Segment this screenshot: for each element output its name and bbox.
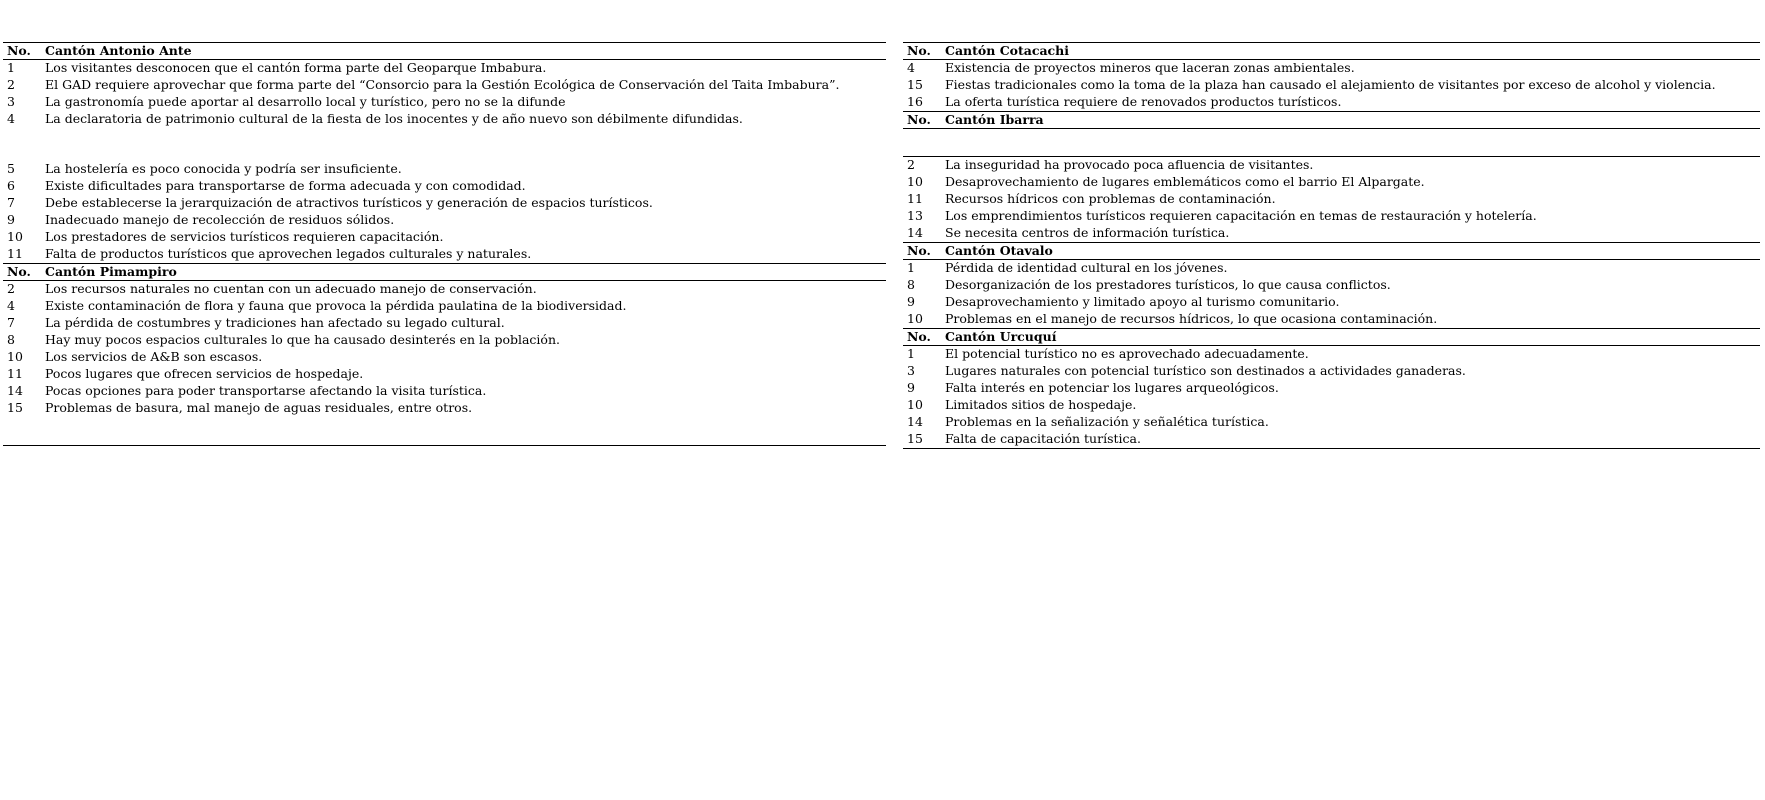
table-row — [3, 366, 886, 383]
table-row — [903, 60, 1760, 78]
row-number: 16 — [907, 94, 923, 109]
row-text: Existe contaminación de flora y fauna que provoca la pérdida paulatina de la biodiversidad. — [45, 298, 627, 313]
row-text: Los emprendimientos turísticos requieren capacitación en temas de restauración y hotelería. — [945, 208, 1537, 223]
row-spacer — [903, 129, 1760, 157]
right-table — [903, 42, 1760, 449]
column-header-no: No. — [903, 43, 945, 60]
row-text: Lugares naturales con potencial turístico son destinados a actividades ganaderas. — [945, 363, 1466, 378]
row-number: 1 — [7, 60, 15, 75]
row-number: 11 — [907, 191, 923, 206]
table-row — [903, 157, 1760, 175]
table-row — [3, 111, 886, 128]
table-row — [3, 298, 886, 315]
section-header-antonio-ante — [3, 43, 886, 60]
row-text: Hay muy pocos espacios culturales lo que ha causado desinterés en la población. — [45, 332, 560, 347]
row-number: 6 — [7, 178, 15, 193]
section-title: Cantón Cotacachi — [945, 43, 1760, 60]
table-row — [903, 174, 1760, 191]
row-text: Problemas en el manejo de recursos hídricos, lo que ocasiona contaminación. — [945, 311, 1438, 326]
row-number: 10 — [7, 229, 23, 244]
row-number: 2 — [907, 157, 915, 172]
table-row — [3, 332, 886, 349]
section-header-urcuqui — [903, 329, 1760, 346]
row-number: 5 — [7, 161, 15, 176]
table-row — [3, 383, 886, 400]
row-number: 7 — [7, 195, 15, 210]
table-row — [903, 397, 1760, 414]
row-spacer — [3, 128, 886, 161]
column-header-no: No. — [903, 112, 945, 129]
row-number: 11 — [7, 366, 23, 381]
table-row — [903, 77, 1760, 94]
row-text: Se necesita centros de información turística. — [945, 225, 1230, 240]
table-row — [903, 414, 1760, 431]
row-number: 1 — [907, 260, 915, 275]
table-row — [903, 260, 1760, 278]
row-number: 15 — [907, 77, 923, 92]
row-number: 4 — [907, 60, 915, 75]
table-row — [903, 431, 1760, 449]
row-text: La pérdida de costumbres y tradiciones han afectado su legado cultural. — [45, 315, 505, 330]
row-number: 2 — [7, 77, 15, 92]
row-number: 4 — [7, 298, 15, 313]
section-header-pimampiro — [3, 264, 886, 281]
table-row — [903, 277, 1760, 294]
table-row — [903, 225, 1760, 243]
table-row — [3, 229, 886, 246]
row-number: 10 — [7, 349, 23, 364]
table-row — [3, 161, 886, 178]
row-number: 10 — [907, 174, 923, 189]
table-row — [903, 191, 1760, 208]
row-number: 9 — [7, 212, 15, 227]
row-text: Problemas de basura, mal manejo de aguas residuales, entre otros. — [45, 400, 473, 415]
row-number: 10 — [907, 397, 923, 412]
row-number: 14 — [907, 225, 923, 240]
row-text: Los recursos naturales no cuentan con un adecuado manejo de conservación. — [45, 281, 537, 296]
row-text: Desorganización de los prestadores turísticos, lo que causa conflictos. — [945, 277, 1391, 292]
row-number: 3 — [907, 363, 915, 378]
row-text: Los servicios de A&B son escasos. — [45, 349, 263, 364]
row-text: La declaratoria de patrimonio cultural de la fiesta de los inocentes y de año nuevo son débilmente difundidas. — [45, 111, 743, 126]
table-row — [903, 380, 1760, 397]
row-text: Existencia de proyectos mineros que laceran zonas ambientales. — [945, 60, 1355, 75]
row-number: 13 — [907, 208, 923, 223]
table-row — [3, 212, 886, 229]
row-text: Recursos hídricos con problemas de contaminación. — [945, 191, 1276, 206]
row-text: Debe establecerse la jerarquización de atractivos turísticos y generación de espacios turísticos. — [45, 195, 653, 210]
table-row — [3, 178, 886, 195]
table-row — [3, 281, 886, 299]
table-row — [903, 346, 1760, 364]
table-row — [903, 294, 1760, 311]
row-number: 3 — [7, 94, 15, 109]
row-number: 14 — [7, 383, 23, 398]
row-text: Los prestadores de servicios turísticos requieren capacitación. — [45, 229, 444, 244]
section-title: Cantón Pimampiro — [45, 264, 886, 281]
row-number: 1 — [907, 346, 915, 361]
row-text: Falta de capacitación turística. — [945, 431, 1760, 449]
table-row — [3, 94, 886, 111]
row-number: 15 — [7, 400, 23, 415]
section-header-cotacachi — [903, 43, 1760, 60]
row-number: 8 — [7, 332, 15, 347]
row-number: 8 — [907, 277, 915, 292]
table-row — [3, 246, 886, 264]
section-title: Cantón Urcuquí — [945, 329, 1760, 346]
column-header-no: No. — [903, 243, 945, 260]
table-row — [3, 77, 886, 94]
column-header-no: No. — [3, 264, 45, 281]
row-text: La hostelería es poco conocida y podría ser insuficiente. — [45, 161, 402, 176]
section-title: Cantón Antonio Ante — [45, 43, 886, 60]
row-number: 15 — [903, 431, 945, 449]
row-text: Limitados sitios de hospedaje. — [945, 397, 1137, 412]
row-text: Pérdida de identidad cultural en los jóvenes. — [945, 260, 1228, 275]
row-number: 7 — [7, 315, 15, 330]
row-text: Existe dificultades para transportarse de forma adecuada y con comodidad. — [45, 178, 526, 193]
row-text: La oferta turística requiere de renovados productos turísticos. — [945, 94, 1342, 109]
row-text: Problemas en la señalización y señalética turística. — [945, 414, 1269, 429]
row-text: Falta interés en potenciar los lugares arqueológicos. — [945, 380, 1279, 395]
row-text: Desaprovechamiento de lugares emblemáticos como el barrio El Alpargate. — [945, 174, 1425, 189]
table-row — [903, 363, 1760, 380]
row-number: 2 — [7, 281, 15, 296]
table-row — [3, 349, 886, 366]
section-header-otavalo — [903, 243, 1760, 260]
row-text: Fiestas tradicionales como la toma de la plaza han causado el alejamiento de visitantes por exceso de alcohol y violencia. — [945, 77, 1716, 92]
section-title: Cantón Otavalo — [945, 243, 1760, 260]
row-number: 10 — [907, 311, 923, 326]
left-table — [3, 42, 886, 446]
row-number: 14 — [907, 414, 923, 429]
row-text: La gastronomía puede aportar al desarrollo local y turístico, pero no se la difunde — [45, 94, 566, 109]
column-header-no: No. — [3, 43, 45, 60]
section-title: Cantón Ibarra — [945, 112, 1760, 129]
row-number: 9 — [907, 380, 915, 395]
row-number: 9 — [907, 294, 915, 309]
table-row — [903, 94, 1760, 112]
row-text: El GAD requiere aprovechar que forma parte del “Consorcio para la Gestión Ecológica de Conservación del Taita Imbabura”. — [45, 77, 840, 92]
row-text: Desaprovechamiento y limitado apoyo al turismo comunitario. — [945, 294, 1340, 309]
row-text: Falta de productos turísticos que aprovechen legados culturales y naturales. — [45, 246, 532, 261]
table-row — [903, 311, 1760, 329]
row-text: Pocos lugares que ofrecen servicios de hospedaje. — [45, 366, 364, 381]
row-number: 4 — [7, 111, 15, 126]
row-text: Los visitantes desconocen que el cantón forma parte del Geoparque Imbabura. — [45, 60, 547, 75]
table-row — [3, 60, 886, 78]
table-row — [903, 208, 1760, 225]
section-header-ibarra — [903, 112, 1760, 129]
table-row — [3, 315, 886, 332]
table-row — [3, 400, 886, 417]
row-number: 11 — [7, 246, 23, 261]
row-text: Pocas opciones para poder transportarse afectando la visita turística. — [45, 383, 487, 398]
column-header-no: No. — [903, 329, 945, 346]
row-spacer — [3, 417, 886, 446]
row-text: La inseguridad ha provocado poca afluencia de visitantes. — [945, 157, 1314, 172]
row-text: Inadecuado manejo de recolección de residuos sólidos. — [45, 212, 395, 227]
row-text: El potencial turístico no es aprovechado adecuadamente. — [945, 346, 1309, 361]
table-row — [3, 195, 886, 212]
